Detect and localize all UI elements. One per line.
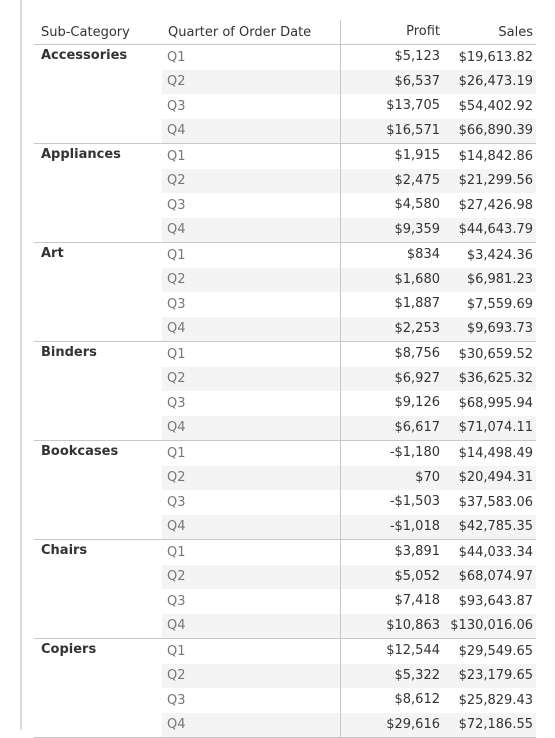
crosstab-table — [34, 20, 536, 738]
quarter-cell: Q2 — [167, 371, 186, 387]
table-row[interactable] — [162, 713, 536, 738]
quarter-rows — [162, 639, 536, 737]
sales-cell: $27,426.98 — [458, 197, 533, 213]
sales-cell: $23,179.65 — [458, 668, 533, 684]
category-group — [34, 342, 536, 441]
quarter-rows — [162, 144, 536, 242]
table-row[interactable] — [162, 466, 536, 491]
quarter-cell: Q2 — [167, 569, 186, 585]
profit-cell: $70 — [340, 466, 444, 491]
profit-cell: $2,475 — [340, 169, 444, 194]
sales-cell: $25,829.43 — [458, 692, 533, 708]
sub-category-label[interactable]: Copiers — [41, 642, 97, 657]
table-row[interactable] — [162, 218, 536, 243]
quarter-cell: Q4 — [167, 222, 186, 238]
table-row[interactable] — [162, 193, 536, 218]
quarter-cell: Q1 — [167, 247, 186, 263]
quarter-cell: Q4 — [167, 420, 186, 436]
quarter-cell: Q3 — [167, 395, 186, 411]
profit-cell: $6,617 — [340, 416, 444, 441]
category-group — [34, 540, 536, 639]
profit-cell: $8,756 — [340, 342, 444, 367]
quarter-cell: Q1 — [167, 148, 186, 164]
profit-cell: $10,863 — [340, 614, 444, 639]
sales-cell: $66,890.39 — [458, 123, 533, 139]
sales-cell: $36,625.32 — [458, 371, 533, 387]
quarter-cell: Q3 — [167, 593, 186, 609]
table-row[interactable] — [162, 540, 536, 565]
profit-cell: $12,544 — [340, 639, 444, 664]
quarter-cell: Q4 — [167, 618, 186, 634]
quarter-cell: Q3 — [167, 692, 186, 708]
header-row — [34, 20, 536, 45]
table-body — [34, 45, 536, 738]
sub-category-label[interactable]: Appliances — [41, 147, 121, 162]
sales-cell: $72,186.55 — [458, 717, 533, 733]
table-row[interactable] — [162, 416, 536, 441]
profit-cell: $6,927 — [340, 367, 444, 392]
category-group — [34, 144, 536, 243]
table-row[interactable] — [162, 268, 536, 293]
profit-cell: $9,359 — [340, 218, 444, 243]
sales-cell: $93,643.87 — [458, 593, 533, 609]
quarter-cell: Q2 — [167, 470, 186, 486]
profit-cell: $1,887 — [340, 292, 444, 317]
profit-cell: $834 — [340, 243, 444, 268]
sales-cell: $29,549.65 — [458, 643, 533, 659]
table-row[interactable] — [162, 441, 536, 466]
table-row[interactable] — [162, 144, 536, 169]
profit-cell: $13,705 — [340, 94, 444, 119]
sales-cell: $30,659.52 — [458, 346, 533, 362]
profit-cell: $5,123 — [340, 45, 444, 70]
sales-cell: $42,785.35 — [458, 519, 533, 535]
table-row[interactable] — [162, 688, 536, 713]
table-row[interactable] — [162, 614, 536, 639]
quarter-cell: Q1 — [167, 643, 186, 659]
header-profit[interactable]: Profit — [340, 20, 444, 44]
table-row[interactable] — [162, 589, 536, 614]
table-row[interactable] — [162, 342, 536, 367]
profit-cell: $1,915 — [340, 144, 444, 169]
header-sub-category[interactable]: Sub-Category — [41, 24, 130, 40]
table-row[interactable] — [162, 391, 536, 416]
quarter-cell: Q1 — [167, 445, 186, 461]
quarter-cell: Q4 — [167, 321, 186, 337]
sales-cell: $3,424.36 — [466, 247, 533, 263]
sales-cell: $54,402.92 — [458, 98, 533, 114]
table-row[interactable] — [162, 119, 536, 144]
table-row[interactable] — [162, 292, 536, 317]
category-group — [34, 441, 536, 540]
table-row[interactable] — [162, 169, 536, 194]
sales-cell: $14,842.86 — [458, 148, 533, 164]
quarter-cell: Q1 — [167, 49, 186, 65]
profit-cell: $5,322 — [340, 664, 444, 689]
table-row[interactable] — [162, 367, 536, 392]
quarter-cell: Q4 — [167, 123, 186, 139]
sub-category-label[interactable]: Binders — [41, 345, 97, 360]
header-sales[interactable]: Sales — [498, 24, 533, 40]
header-quarter[interactable]: Quarter of Order Date — [168, 24, 312, 40]
profit-cell: $16,571 — [340, 119, 444, 144]
quarter-cell: Q3 — [167, 197, 186, 213]
profit-cell: -$1,018 — [340, 515, 444, 540]
profit-cell: $6,537 — [340, 70, 444, 95]
quarter-cell: Q4 — [167, 519, 186, 535]
table-row[interactable] — [162, 317, 536, 342]
profit-cell: -$1,503 — [340, 490, 444, 515]
table-row[interactable] — [162, 565, 536, 590]
quarter-cell: Q3 — [167, 296, 186, 312]
profit-cell: $4,580 — [340, 193, 444, 218]
sales-cell: $37,583.06 — [458, 494, 533, 510]
table-row[interactable] — [162, 664, 536, 689]
profit-cell: $3,891 — [340, 540, 444, 565]
category-group — [34, 639, 536, 738]
category-group — [34, 45, 536, 144]
profit-cell: -$1,180 — [340, 441, 444, 466]
sub-category-label[interactable]: Art — [41, 246, 64, 261]
profit-cell: $29,616 — [340, 713, 444, 738]
table-row[interactable] — [162, 243, 536, 268]
table-row[interactable] — [162, 70, 536, 95]
quarter-cell: Q1 — [167, 346, 186, 362]
quarter-cell: Q2 — [167, 668, 186, 684]
quarter-cell: Q3 — [167, 98, 186, 114]
quarter-cell: Q2 — [167, 173, 186, 189]
quarter-cell: Q2 — [167, 74, 186, 90]
sub-category-label[interactable]: Accessories — [41, 48, 128, 63]
table-row[interactable] — [162, 94, 536, 119]
profit-cell: $9,126 — [340, 391, 444, 416]
sales-cell: $20,494.31 — [458, 470, 533, 486]
sales-cell: $7,559.69 — [466, 296, 533, 312]
profit-cell: $8,612 — [340, 688, 444, 713]
sales-cell: $14,498.49 — [458, 445, 533, 461]
sales-cell: $19,613.82 — [458, 49, 533, 65]
sales-cell: $130,016.06 — [450, 618, 533, 634]
sales-cell: $44,643.79 — [458, 222, 533, 238]
quarter-cell: Q1 — [167, 544, 186, 560]
table-row[interactable] — [162, 490, 536, 515]
quarter-rows — [162, 342, 536, 440]
profit-cell: $5,052 — [340, 565, 444, 590]
quarter-rows — [162, 441, 536, 539]
profit-cell: $7,418 — [340, 589, 444, 614]
quarter-rows — [162, 243, 536, 341]
table-row[interactable] — [162, 515, 536, 540]
profit-cell: $2,253 — [340, 317, 444, 342]
category-group — [34, 243, 536, 342]
quarter-cell: Q2 — [167, 272, 186, 288]
quarter-cell: Q3 — [167, 494, 186, 510]
left-divider — [20, 0, 22, 730]
quarter-rows — [162, 540, 536, 638]
sales-cell: $21,299.56 — [458, 173, 533, 189]
quarter-rows — [162, 45, 536, 143]
sales-cell: $6,981.23 — [466, 272, 533, 288]
sub-category-label[interactable]: Bookcases — [41, 444, 119, 459]
sales-cell: $26,473.19 — [458, 74, 533, 90]
table-row[interactable] — [162, 639, 536, 664]
table-row[interactable] — [162, 45, 536, 70]
profit-cell: $1,680 — [340, 268, 444, 293]
sales-cell: $44,033.34 — [458, 544, 533, 560]
sales-cell: $71,074.11 — [458, 420, 533, 436]
sales-cell: $68,074.97 — [458, 569, 533, 585]
sales-cell: $68,995.94 — [458, 395, 533, 411]
sales-cell: $9,693.73 — [466, 321, 533, 337]
sub-category-label[interactable]: Chairs — [41, 543, 88, 558]
quarter-cell: Q4 — [167, 717, 186, 733]
